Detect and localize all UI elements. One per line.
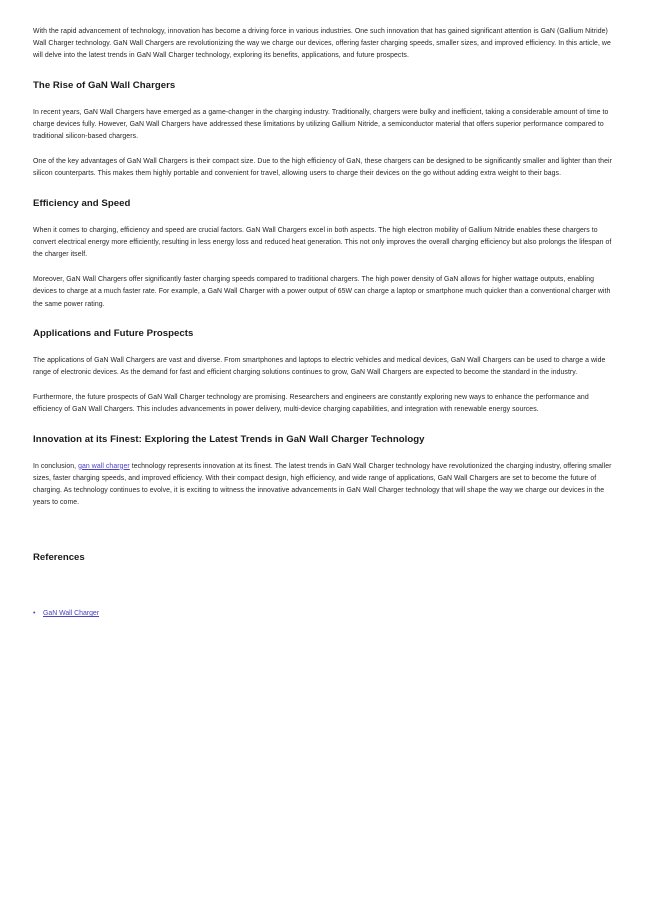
rise-paragraph-1: In recent years, GaN Wall Chargers have emerged as a game-changer in the charging industry. Traditionally, chargers were bulky and inefficient, taking a considerable amount of time to charge devices fully. However, GaN Wall Chargers have addressed these limitations by utilizing Gallium Nitride, a semiconductor material that offers superior performance compared to traditional silicon-based chargers. [33, 108, 609, 141]
heading-efficiency-and-speed: Efficiency and Speed [33, 197, 131, 209]
bullet-icon: • [33, 610, 36, 618]
heading-rise-of-gan: The Rise of GaN Wall Chargers [33, 79, 176, 91]
rise-paragraph-2: One of the key advantages of GaN Wall Chargers is their compact size. Due to the high efficiency of GaN, these chargers can be designed to be significantly smaller and lighter than their silicon counterparts. This makes them highly portable and convenient for travel, allowing users to charge their devices on the go without adding extra weight to their bags. [33, 158, 612, 178]
applications-paragraph-1: The applications of GaN Wall Chargers are vast and diverse. From smartphones and laptops to electric vehicles and medical devices, GaN Wall Chargers can be used to charge a wide range of electronic devices. As the demand for fast and efficient charging solutions continues to grow, GaN Wall Chargers are expected to become the standard in the industry. [33, 356, 606, 377]
conclusion-trail-text: technology represents innovation at its finest. The latest trends in GaN Wall Charger technology have revolutionized the charging industry, offering smaller sizes, faster charging speeds, and improved efficiency. With their compact design, high efficiency, and wide range of applications, GaN Wall Chargers are set to become the future of charging. As technology continues to evolve, it is exciting to witness the innovative advancements in GaN Wall Charger technology that will shape the way we charge our devices in the years to come. [33, 462, 612, 507]
inline-link-gan-wall-charger[interactable]: gan wall charger [78, 462, 130, 470]
conclusion-paragraph [33, 461, 617, 510]
efficiency-paragraph-2: Moreover, GaN Wall Chargers offer significantly faster charging speeds compared to traditional chargers. The high power density of GaN allows for higher wattage outputs, enabling devices to charge at a much faster rate. For example, a GaN Wall Charger with a power output of 65W can charge a laptop or smartphone much quicker than a conventional charger with the same power rating. [33, 276, 611, 308]
heading-applications-and-future-prospects: Applications and Future Prospects [33, 327, 194, 339]
intro-paragraph: With the rapid advancement of technology, innovation has become a driving force in various industries. One such innovation that has gained significant attention is GaN (Gallium Nitride) Wall Charger technology. GaN Wall Chargers are revolutionizing the way we charge our devices, offering faster charging speeds, smaller sizes, and improved efficiency. In this article, we will delve into the latest trends in GaN Wall Charger technology, exploring its benefits, applications, and future prospects. [33, 28, 611, 60]
list-item [33, 608, 617, 620]
references-heading: References [33, 552, 85, 564]
applications-paragraph-2: Furthermore, the future prospects of GaN Wall Charger technology are promising. Researchers and engineers are constantly exploring new ways to enhance the performance and efficiency of GaN Wall Chargers. This includes advancements in power delivery, multi-device charging capabilities, and integration with renewable energy sources. [33, 394, 589, 414]
reference-list [33, 608, 617, 620]
heading-innovation-at-its-finest: Innovation at its Finest: Exploring the Latest Trends in GaN Wall Charger Technology [33, 433, 425, 445]
document-content [33, 26, 617, 620]
efficiency-paragraph-1: When it comes to charging, efficiency and speed are crucial factors. GaN Wall Chargers excel in both aspects. The high electron mobility of Gallium Nitride enables these chargers to convert electrical energy more efficiently, resulting in less energy loss and reduced heat generation. This not only improves the overall charging efficiency but also prolongs the lifespan of the charger itself. [33, 226, 612, 259]
reference-link-gan-wall-charger[interactable]: GaN Wall Charger [43, 610, 100, 618]
conclusion-lead-text: In conclusion, [33, 462, 79, 470]
